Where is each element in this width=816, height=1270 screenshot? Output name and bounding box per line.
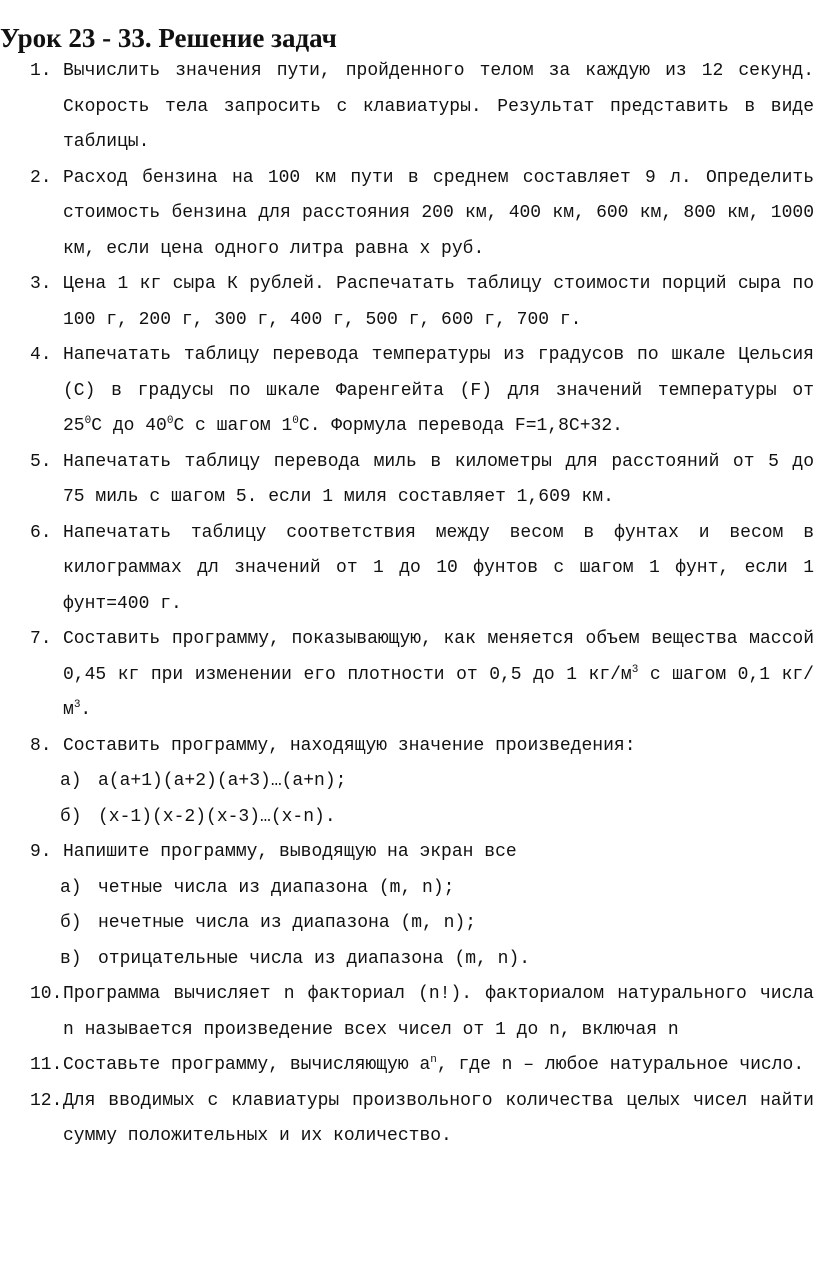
list-item — [30, 1048, 816, 1084]
sub-item-text: отрицательные числа из диапазона (m, n). — [98, 948, 531, 969]
item-text — [63, 622, 814, 729]
list-item — [30, 1084, 816, 1155]
sub-item-letter: а) — [60, 771, 82, 791]
sub-item-text: a(a+1)(a+2)(a+3)…(a+n); — [98, 771, 347, 791]
item-number: 8. — [30, 735, 52, 756]
item-number: 5. — [30, 451, 52, 472]
item-number: 11. — [30, 1055, 63, 1075]
task-list — [30, 54, 816, 1155]
item-text: Вычислить значения пути, пройденного телом за каждую из 12 секунд. Скорость тела запросить с клавиатуры. Результат представить в виде таблицы. — [63, 61, 814, 152]
list-item — [30, 267, 816, 338]
text-part: С с шагом 1 — [173, 416, 293, 436]
text-part: Составить программу, показывающую, как меняется объем вещества массой 0,45 кг при изменении его плотности от 0,5 до 1 кг/м — [63, 629, 814, 685]
text-part: , где n – любое натуральное число. — [436, 1055, 805, 1075]
degree-superscript: 0 — [292, 415, 299, 427]
item-number: 4. — [30, 345, 52, 365]
sub-item-text: нечетные числа из диапазона (m, n); — [98, 913, 477, 933]
sub-item — [30, 871, 816, 907]
exponent-superscript: 3 — [73, 699, 81, 711]
item-number: 3. — [30, 274, 52, 294]
exponent-superscript: 3 — [631, 663, 639, 676]
page-title: Урок 23 - 33. Решение задач — [0, 23, 337, 53]
list-item — [30, 54, 816, 161]
item-text: Напишите программу, выводящую на экран все — [63, 842, 517, 862]
degree-superscript: 0 — [84, 415, 92, 427]
item-text: Напечатать таблицу соответствия между весом в фунтах и весом в килограммах дл значений от 1 до 10 фунтов с шагом 1 фунт, если 1 фунт=400 г. — [63, 522, 814, 614]
text-part: Напечатать таблицу перевода температуры из градусов по шкале Цельсия (С) в градусы по шкале Фаренгейта (F) для значений температуры от 25 — [63, 345, 814, 436]
sub-item — [30, 800, 816, 836]
item-text: Составить программу, находящую значение произведения: — [63, 735, 636, 756]
text-part: Составьте программу, вычисляющую a — [63, 1055, 431, 1075]
sub-item — [30, 764, 816, 800]
text-part: С до 40 — [91, 416, 167, 436]
item-text: Расход бензина на 100 км пути в среднем составляет 9 л. Определить стоимость бензина для расстояния 200 км, 400 км, 600 км, 800 км, 1000 км, если цена одного литра равна x руб. — [63, 167, 814, 259]
list-item — [30, 977, 816, 1048]
item-number: 1. — [30, 61, 52, 81]
sub-item — [30, 942, 816, 978]
item-number: 2. — [30, 167, 52, 188]
list-item — [30, 729, 816, 765]
text-part: с шагом 0,1 кг/м — [63, 664, 814, 720]
list-item — [30, 161, 816, 268]
item-text: Для вводимых с клавиатуры произвольного количества целых чисел найти сумму положительных и их количество. — [63, 1090, 814, 1146]
sub-item-letter: б) — [60, 806, 82, 827]
item-text: Цена 1 кг сыра К рублей. Распечатать таблицу стоимости порций сыра по 100 г, 200 г, 300 г, 400 г, 500 г, 600 г, 700 г. — [63, 274, 814, 330]
item-number: 6. — [30, 522, 52, 543]
list-item — [30, 516, 816, 623]
item-text: Программа вычисляет n факториал (n!). факториалом натурального числа n называется произведение всех чисел от 1 до n, включая n — [63, 984, 814, 1040]
text-part: . — [80, 700, 92, 720]
item-text — [63, 1048, 814, 1084]
list-item — [30, 445, 816, 516]
text-part: С. Формула перевода F=1,8С+32. — [298, 416, 623, 436]
sub-item-text: четные числа из диапазона (m, n); — [98, 877, 455, 898]
item-number: 9. — [30, 842, 52, 862]
list-item — [30, 338, 816, 445]
item-number: 10. — [30, 984, 63, 1004]
sub-item-text: (x-1)(x-2)(x-3)…(x-n). — [98, 806, 336, 827]
item-text: Напечатать таблицу перевода миль в километры для расстояний от 5 до 75 миль с шагом 5. если 1 миля составляет 1,609 км. — [63, 451, 814, 507]
exponent-superscript: n — [430, 1054, 437, 1066]
item-text — [63, 338, 814, 445]
sub-item-letter: б) — [60, 913, 82, 933]
item-number: 7. — [30, 629, 52, 649]
sub-item-letter: в) — [60, 948, 82, 969]
list-item — [30, 622, 816, 729]
list-item — [30, 835, 816, 871]
degree-superscript: 0 — [166, 415, 174, 427]
item-number: 12. — [30, 1090, 63, 1111]
sub-item-letter: а) — [60, 877, 82, 898]
sub-item — [30, 906, 816, 942]
